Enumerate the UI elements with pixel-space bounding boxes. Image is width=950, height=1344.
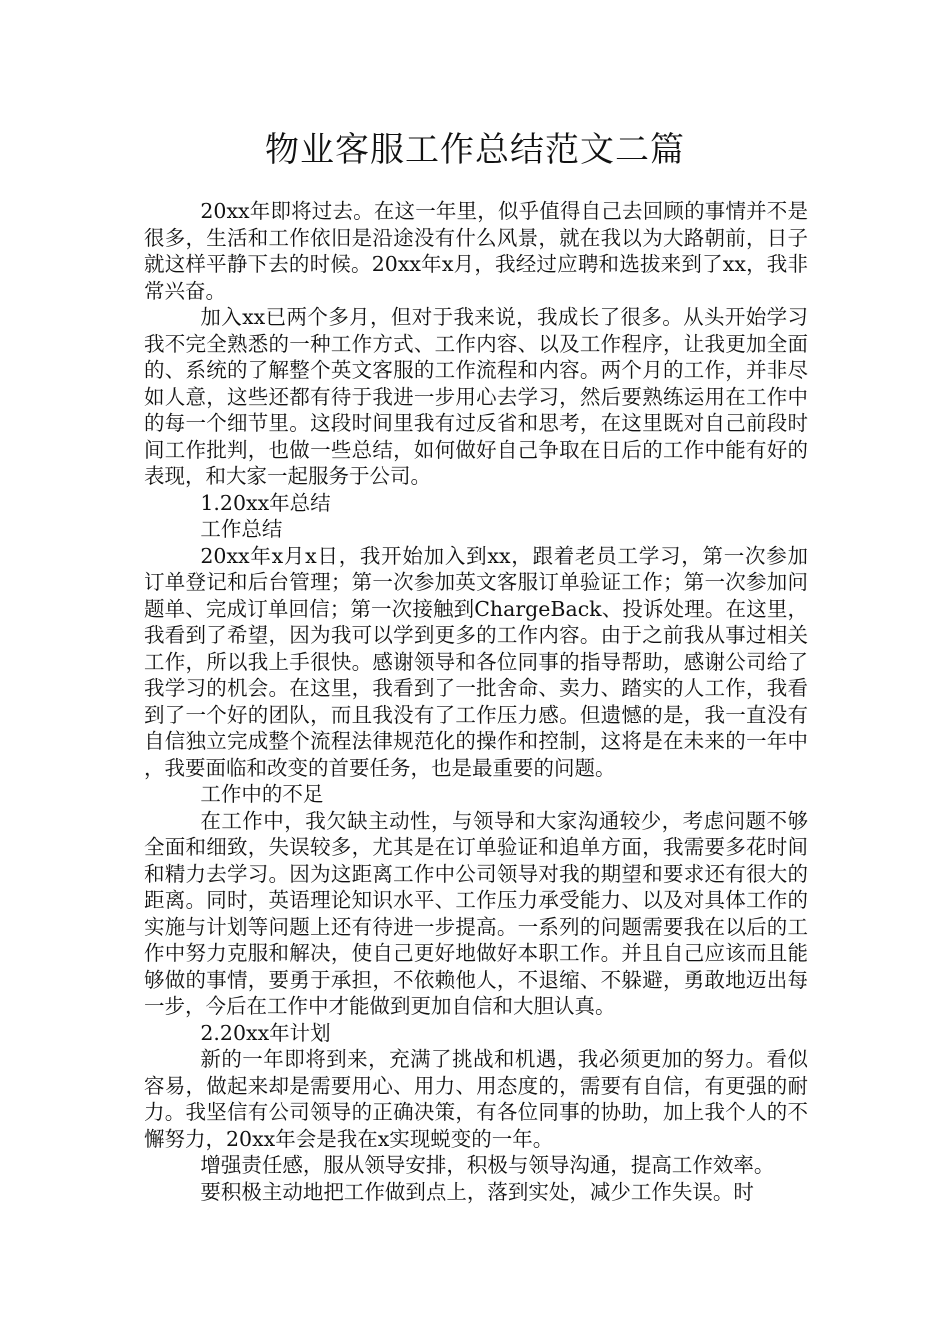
- paragraph-responsibility: 增强责任感，服从领导安排，积极与领导沟通，提高工作效率。: [200, 1153, 775, 1177]
- paragraph-work-summary: 20xx年x月x日，我开始加入到xx，跟着老员工学习，第一次参加订单登记和后台管理；第一次参加英文客服订单验证工作；第一次参加问题单、完成订单回信；第一次接触到ChargeBack、投诉处理。在这里，我看到了希望，因为我可以学到更多的工作内容。由于之前我从事过相关工作，所以我上手很快。感谢领导和各位同事的指导帮助，感谢公司给了我学习的机会。在这里，我看到了一批舍命、卖力、踏实的人工作，我看到了一个好的团队，而且我没有了工作压力感。但遗憾的是，我一直没有自信独立完成整个流程法律规范化的操作和控制，这将是在未来的一年中，我要面临和改变的首要任务，也是最重要的问题。: [144, 543, 808, 780]
- subheading-work-summary: 工作总结: [200, 517, 283, 541]
- document-body: [144, 198, 808, 1205]
- document-title: 物业客服工作总结范文二篇: [265, 130, 685, 170]
- paragraph-shortcomings: 在工作中，我欠缺主动性，与领导和大家沟通较少，考虑问题不够全面和细致，失误较多，尤其是在订单验证和追单方面，我需要多花时间和精力去学习。因为这距离工作中公司领导对我的期望和要求还有很大的距离。同时，英语理论知识水平、工作压力承受能力、以及对具体工作的实施与计划等问题上还有待进一步提高。一系列的问题需要我在以后的工作中努力克服和解决，使自己更好地做好本职工作。并且自己应该而且能够做的事情，要勇于承担，不依赖他人，不退缩、不躲避，勇敢地迈出每一步，今后在工作中才能做到更加自信和大胆认真。: [144, 808, 808, 1018]
- section-heading-summary: 1.20xx年总结: [200, 490, 331, 515]
- paragraph-growth: 加入xx已两个多月，但对于我来说，我成长了很多。从头开始学习我不完全熟悉的一种工作方式、工作内容、以及工作程序，让我更加全面的、系统的了解整个英文客服的工作流程和内容。两个月的工作，并非尽如人意，这些还都有待于我进一步用心去学习，然后要熟练运用在工作中的每一个细节里。这段时间里我有过反省和思考，在这里既对自己前段时间工作批判，也做一些总结，如何做好自己争取在日后的工作中能有好的表现，和大家一起服务于公司。: [144, 305, 808, 488]
- subheading-shortcomings: 工作中的不足: [200, 782, 324, 806]
- paragraph-plan: 新的一年即将到来，充满了挑战和机遇，我必须更加的努力。看似容易，做起来却是需要用心、用力、用态度的，需要有自信，有更强的耐力。我坚信有公司领导的正确决策，有各位同事的协助，加上我个人的不懈努力，20xx年会是我在x实现蜕变的一年。: [144, 1047, 808, 1151]
- paragraph-intro: 20xx年即将过去。在这一年里，似乎值得自己去回顾的事情并不是很多，生活和工作依旧是沿途没有什么风景，就在我以为大路朝前，日子就这样平静下去的时候。20xx年x月，我经过应聘和选拔来到了xx，我非常兴奋。: [144, 199, 808, 303]
- section-heading-plan: 2.20xx年计划: [200, 1020, 331, 1045]
- paragraph-proactive: 要积极主动地把工作做到点上，落到实处，减少工作失误。时: [200, 1179, 754, 1204]
